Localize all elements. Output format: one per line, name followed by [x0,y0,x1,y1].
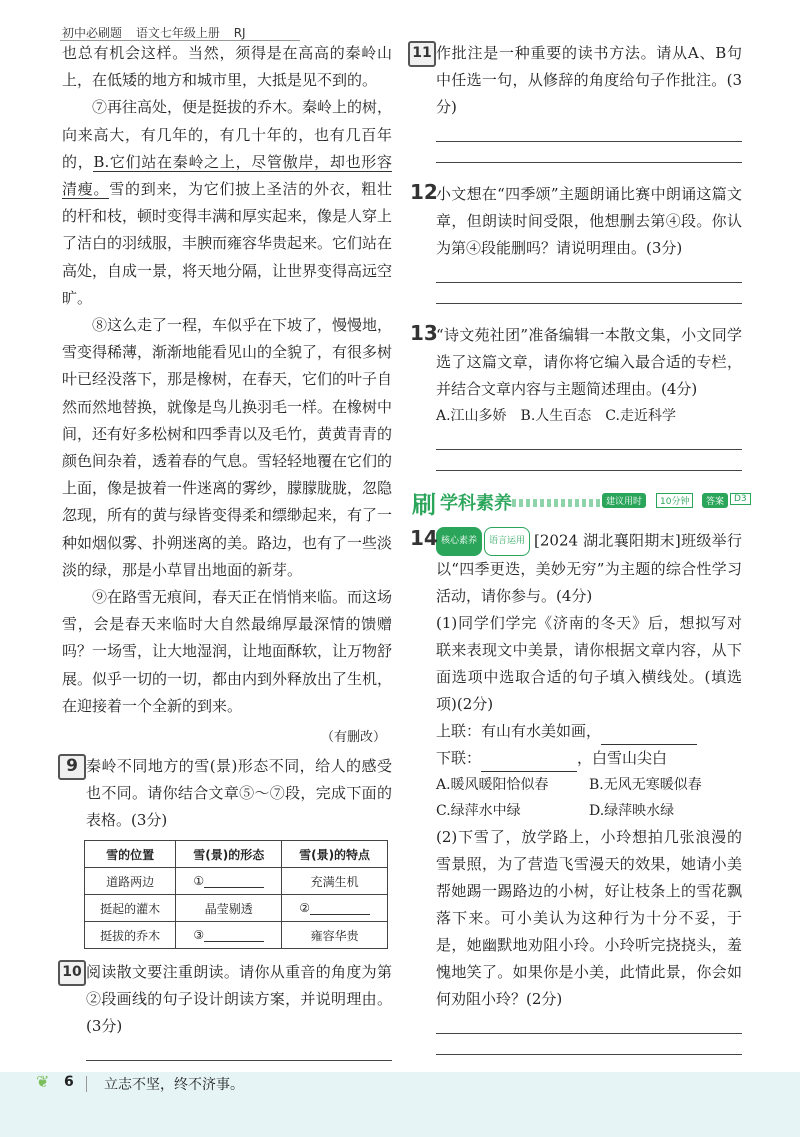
table-header: 雪(景)的形态 [176,841,282,868]
edition-label: RJ [233,26,246,40]
answer-line[interactable] [436,282,742,283]
paragraph-6-end: 也总有机会这样。当然，须得是在高高的秦岭山上，在低矮的地方和城市里，大抵是见不到的。 [62,44,392,90]
couplet-upper-text: 上联：有山有水美如画， [436,722,602,740]
couplet-blank[interactable] [601,730,697,745]
table-cell: 挺拔的乔木 [85,922,176,949]
table-cell: 雍容华贵 [282,922,388,949]
answer-line[interactable] [436,141,742,142]
blank-label: ① [193,874,205,889]
table-cell: 充满生机 [282,868,388,895]
time-value: 10分钟 [656,493,693,508]
section-banner [412,485,747,521]
table-header: 雪(景)的特点 [282,841,388,868]
question-9 [62,753,392,949]
paragraph-7-a: ⑦再往高处，便是挺拔的乔木。秦岭上的树，向来高大，有几年的，有几十年的，也有几百年的， [62,98,393,171]
question-text: 小文想在“四季颂”主题朗诵比赛中朗诵这篇文章，但朗读时间受限，他想删去第④段。你认为第④段能删吗？请说明理由。(3分) [436,185,742,257]
answer-page: D3 [730,493,751,505]
answer-line[interactable] [436,1054,742,1055]
question-14 [412,527,742,1055]
table-row [85,868,388,895]
table-cell[interactable] [176,922,282,949]
option-c: C.绿萍水中绿 [436,803,521,819]
option-a: A.暖风暖阳恰似春 [436,777,549,793]
paragraph-7-b: 雪的到来，为它们披上圣洁的外衣，粗壮的杆和枝，顿时变得丰满和厚实起来，像是人穿上了洁白的羽绒服，丰腴而雍容华贵起来。它们站在高处，自成一景，将天地分隔，让世界变得高远空旷。 [62,180,393,307]
question-number: 11 [408,41,436,67]
sub-question-2: (2)下雪了，放学路上，小玲想拍几张浪漫的雪景照，为了营造飞雪漫天的效果，她请小美帮她踢一踢路边的小树，好让枝条上的雪花飘落下来。可小美认为这种行为十分不妥，于是，她幽默地劝阻小玲。小玲听完挠挠头，羞愧地笑了。如果你是小美，此情此景，你会如何劝阻小玲？(2分) [436,828,742,1008]
blank-label: ② [299,901,310,916]
answer-blank[interactable] [310,902,370,915]
question-number: 12 [410,180,438,204]
couplet-lower-text: ，白雪山尖白 [577,749,668,767]
blank-label: ③ [193,928,205,943]
question-10 [62,959,392,1082]
option-d: D.绿萍映水绿 [589,803,675,819]
table-cell: 挺起的灌木 [85,895,176,922]
couplet-blank[interactable] [481,757,577,772]
table-header-row [85,841,388,868]
question-number: 9 [58,754,86,780]
question-text [436,527,742,610]
question-number: 13 [410,321,438,345]
question-text: 秦岭不同地方的雪(景)形态不同，给人的感受也不同。请你结合文章⑤～⑦段，完成下面的表格。(3分) [86,757,392,830]
question-number: 10 [58,960,86,986]
leaf-icon: ❦ [36,1072,50,1091]
couplet-lower-prefix: 下联： [436,749,482,767]
question-text: 作批注是一种重要的读书方法。请从A、B句中任选一句，从修辞的角度给句子作批注。(3分) [436,44,742,116]
answer-label: 答案 [702,493,728,508]
source-note: （有删改） [320,730,386,746]
answer-line[interactable] [436,162,742,163]
couplet-upper [436,718,742,745]
right-column [410,40,747,1055]
table-row [85,922,388,949]
question-13 [412,322,742,471]
answer-line[interactable] [436,1033,742,1034]
table-row [85,895,388,922]
question-11 [412,40,742,163]
left-column [62,40,392,1082]
answer-blank[interactable] [204,875,264,888]
footer-motto: 立志不坚，终不济事。 [104,1077,244,1093]
question-12 [412,181,742,304]
couplet-lower [436,745,742,772]
time-label: 建议用时 [602,493,646,508]
footer-divider [86,1076,87,1092]
answer-line[interactable] [86,1060,392,1061]
page-number: 6 [64,1074,74,1090]
tag-language: 语言运用 [484,527,530,556]
question-text: “诗文苑社团”准备编辑一本散文集，小文同学选了这篇文章，请你将它编入最合适的专栏，并结合文章内容与主题简述理由。(4分) [436,326,742,398]
subject-title: 语文七年级上册 [135,26,220,40]
question-number: 14 [410,526,438,550]
paragraph-9: ⑨在路雪无痕间，春天正在悄悄来临。而这场雪，会是春天来临时大自然最绵厚最深情的馈赠吗？一场雪，让大地湿润，让地面酥软，让万物舒展。似乎一切的一切，都由内到外释放出了生机，在迎接着一个全新的到来。 [62,588,393,715]
tag-core: 核心素养 [436,527,482,556]
question-source: [2024 湖北襄阳期末] [534,531,681,550]
book-title: 初中必刷题 [62,26,123,40]
question-options: A.江山多娇 B.人生百态 C.走近科学 [436,408,676,424]
sub-question-1: (1)同学们学完《济南的冬天》后，想拟写对联来表现文中美景，请你根据文章内容，从下面选项中选取合适的句子填入横线处。(填选项)(2分) [436,614,742,713]
table-cell[interactable] [282,895,388,922]
answer-line[interactable] [436,470,742,471]
table-cell: 道路两边 [85,868,176,895]
table-cell[interactable] [176,868,282,895]
q9-table [84,840,388,949]
option-b: B.无风无寒暖似春 [589,777,702,793]
question-text: 阅读散文要注重朗读。请你从重音的角度为第②段画线的句子设计朗读方案，并说明理由。(3分) [86,963,392,1036]
answer-blank[interactable] [204,929,264,942]
table-header: 雪的位置 [85,841,176,868]
table-cell: 晶莹剔透 [176,895,282,922]
section-icon: 刷 [412,491,436,519]
couplet-options [436,772,742,824]
sentence-b: B.它们站在秦岭之上，尽管傲岸，却也形容清瘦。 [62,152,392,199]
answer-line[interactable] [436,303,742,304]
question-body: 班级举行以“四季更迭，美妙无穷”为主题的综合性学习活动，请你参与。(4分) [436,531,742,605]
paragraph-8: ⑧这么走了一程，车似乎在下坡了，慢慢地，雪变得稀薄，渐渐地能看见山的全貌了，有很多树叶已经没落下，那是橡树，在春天，它们的叶子自然而然地替换，就像是鸟儿换羽毛一样。在橡树中间，还有好多松树和四季青以及毛竹，黄黄青青的颜色间杂着，透着春的气息。雪轻轻地覆在它们的上面，像是披着一件迷离的雾纱，朦朦胧胧，忽隐忽现，所有的黄与绿皆变得柔和缥缈起来，有了一种如烟似雾、扑朔迷离的美。路边，也有了一些淡淡的绿，那是小草冒出地面的新芽。 [62,316,393,579]
page-footer [0,1072,800,1137]
paragraph-7 [62,94,392,312]
section-title: 学科素养 [440,493,512,514]
answer-line[interactable] [436,449,742,450]
